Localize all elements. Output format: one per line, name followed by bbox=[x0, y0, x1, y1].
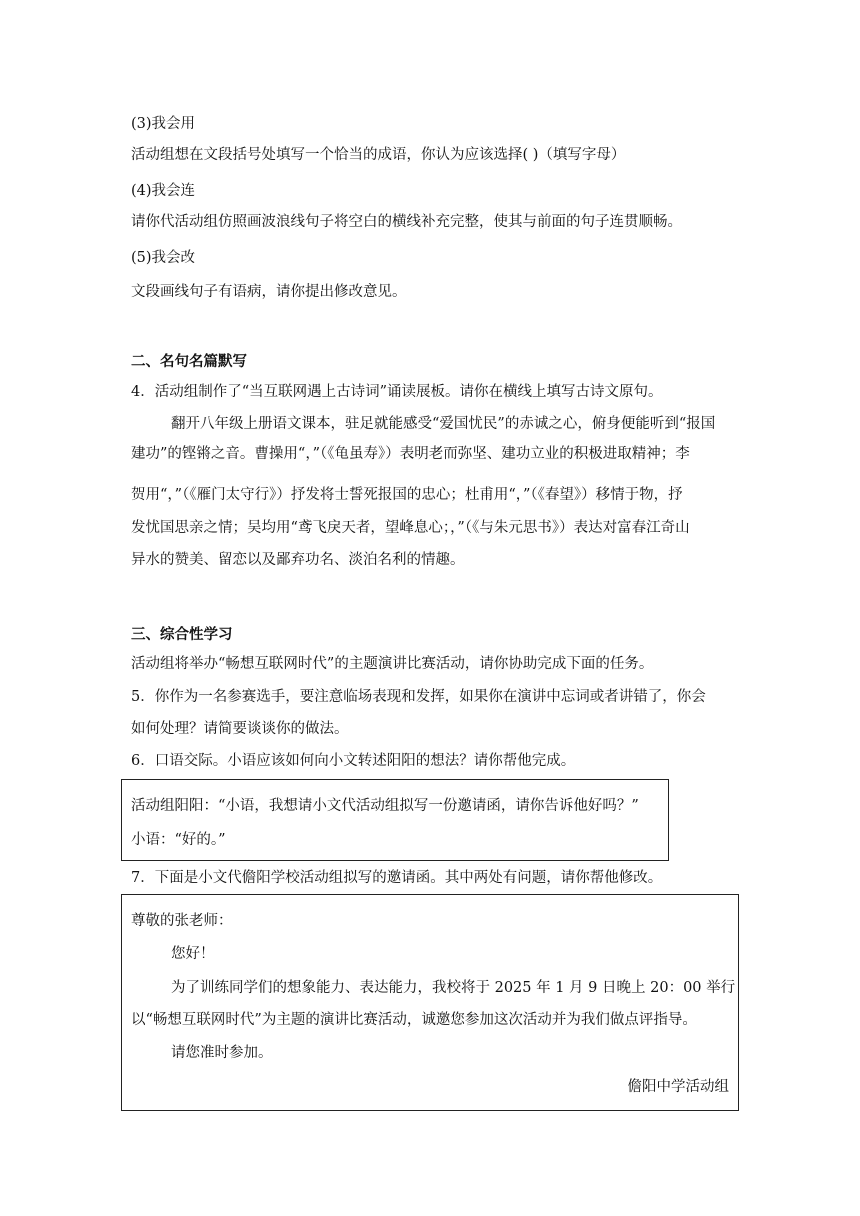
letter-body-line: 以“畅想互联网时代”为主题的演讲比赛活动，诚邀您参加这次活动并为我们做点评指导。 bbox=[131, 1012, 697, 1028]
letter-body-line: 为了训练同学们的想象能力、表达能力，我校将于 2025 年 1 月 9 日晚上 20：00 举行 bbox=[171, 980, 736, 996]
letter-salutation: 尊敬的张老师： bbox=[131, 913, 233, 929]
poem-paragraph-line: 建功”的铿锵之音。曹操用“，”（《龟虽寿》）表明老而弥坚、建功立业的积极进取精神；李 bbox=[131, 446, 690, 462]
letter-greeting: 您好！ bbox=[171, 946, 215, 962]
q5-heading: (5)我会改 bbox=[131, 250, 196, 266]
poem-paragraph-line: 翻开八年级上册语文课本，驻足就能感受“爱国忧民”的赤诚之心，俯身便能听到“报国 bbox=[171, 416, 716, 432]
dialogue-line-xiaoyu: 小语：“好的。” bbox=[131, 832, 226, 848]
invitation-letter-box bbox=[121, 894, 739, 1111]
poem-paragraph-line: 发忧国思亲之情；吴均用“鸢飞戾天者，望峰息心；，”（《与朱元思书》）表达对富春江奇山 bbox=[131, 520, 690, 536]
q5-line: 如何处理？请简要谈谈你的做法。 bbox=[131, 721, 349, 737]
q5-text: 文段画线句子有语病，请你提出修改意见。 bbox=[131, 284, 407, 300]
q3-text: 活动组想在文段括号处填写一个恰当的成语，你认为应该选择( )（填写字母） bbox=[131, 147, 626, 163]
section3-intro: 活动组将举办“畅想互联网时代”的主题演讲比赛活动，请你协助完成下面的任务。 bbox=[131, 656, 654, 672]
q5-line: 5．你作为一名参赛选手，要注意临场表现和发挥，如果你在演讲中忘词或者讲错了，你会 bbox=[131, 689, 706, 705]
dialogue-line-yangyang: 活动组阳阳：“小语，我想请小文代活动组拟写一份邀请函，请你告诉他好吗？” bbox=[131, 798, 639, 814]
letter-signature: 儋阳中学活动组 bbox=[627, 1079, 729, 1095]
q4-prompt: 4．活动组制作了“当互联网遇上古诗词”诵读展板。请你在横线上填写古诗文原句。 bbox=[131, 384, 663, 400]
poem-paragraph-line: 贺用“，”（《雁门太守行》）抒发将士誓死报国的忠心；杜甫用“，”（《春望》）移情于物，抒 bbox=[131, 487, 683, 503]
q4-heading: (4)我会连 bbox=[131, 183, 196, 199]
q6-prompt: 6．口语交际。小语应该如何向小文转述阳阳的想法？请你帮他完成。 bbox=[131, 753, 576, 769]
dialogue-box bbox=[121, 779, 669, 861]
q4-text: 请你代活动组仿照画波浪线句子将空白的横线补充完整，使其与前面的句子连贯顺畅。 bbox=[131, 214, 682, 230]
section3-title: 三、综合性学习 bbox=[131, 626, 233, 643]
letter-closing: 请您准时参加。 bbox=[171, 1045, 273, 1061]
q7-prompt: 7．下面是小文代儋阳学校活动组拟写的邀请函。其中两处有问题，请你帮他修改。 bbox=[131, 870, 663, 886]
poem-paragraph-line: 异水的赞美、留恋以及鄙弃功名、淡泊名利的情趣。 bbox=[131, 552, 465, 568]
section2-title: 二、名句名篇默写 bbox=[131, 353, 247, 370]
q3-heading: (3)我会用 bbox=[131, 116, 196, 132]
